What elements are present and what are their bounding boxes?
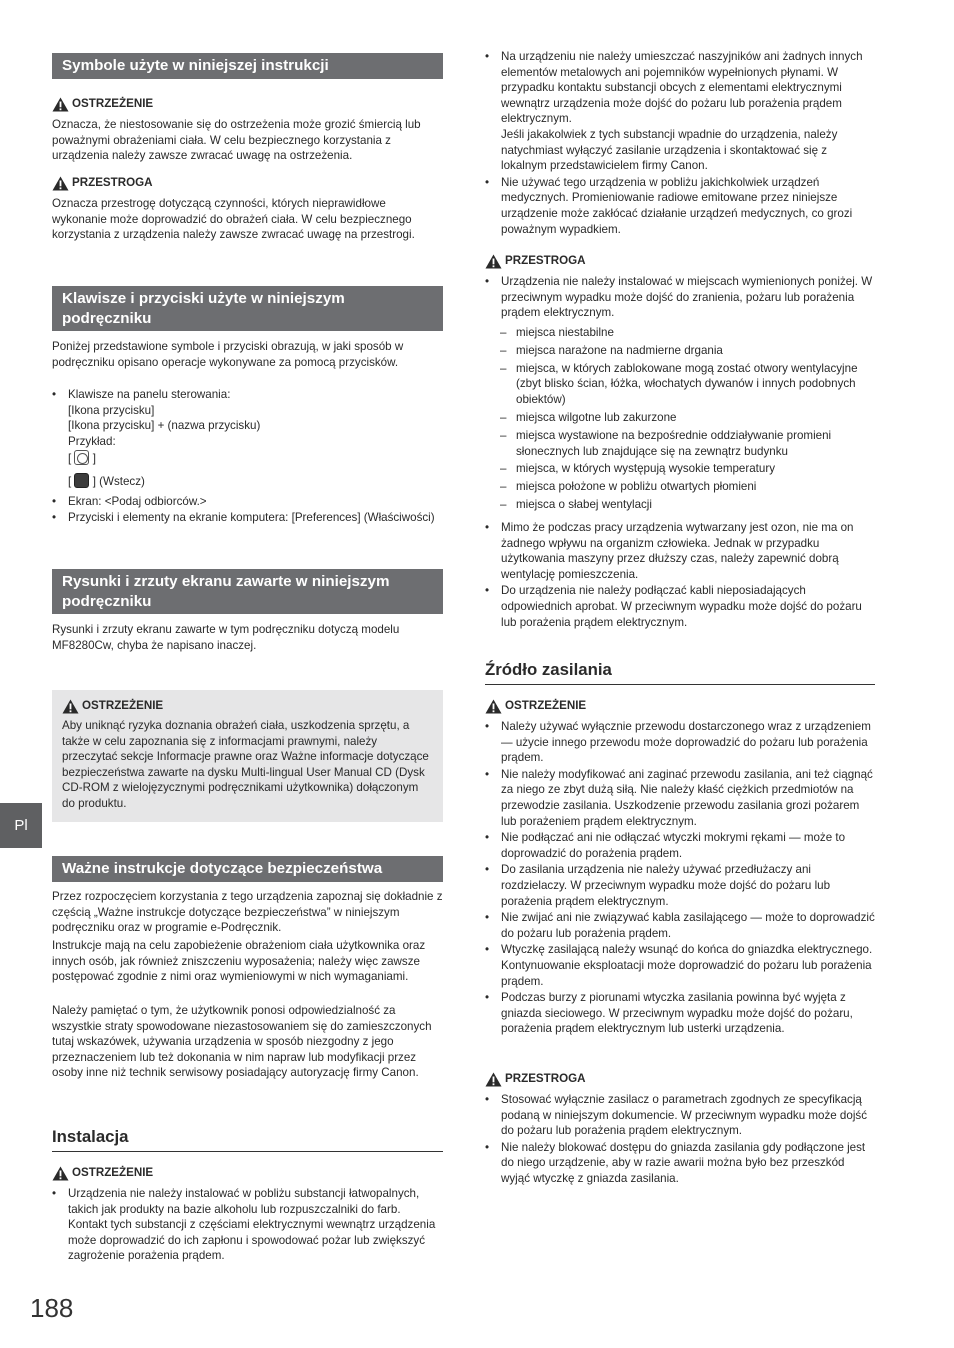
- power-warning-list: [485, 719, 875, 1037]
- warning-label-text: OSTRZEŻENIE: [82, 699, 164, 712]
- home-key-icon: [74, 450, 89, 465]
- example-home-key: [68, 450, 443, 467]
- list-item: • Wtyczkę zasilającą należy wsunąć do końca do gniazdka elektrycznego. Kontynuowanie eksploatacji może doprowadzić do pożaru lub porażenia prądem.: [485, 942, 875, 989]
- warning-triangle-icon: [485, 1072, 502, 1087]
- warning-box-text: Aby uniknąć ryzyka doznania obrażeń ciała, uszkodzenia sprzętu, a także w celu zapoznania się z informacjami prawnymi, należy przeczytać sekcje Informacje prawne oraz Ważne informacje dotyczące bezpieczeństwa zawarte na dysku Multi-lingual User Manual CD (Dysk CD-ROM z wielojęzycznymi podręcznikami użytkownika) dołączonym do produktu.: [62, 719, 429, 810]
- page-number: 188: [30, 1293, 74, 1323]
- section-heading-drawings: Rysunki i zrzuty ekranu zawarte w niniejszym podręczniku: [52, 569, 443, 614]
- places-item: – miejsca, w których występują wysokie temperatury: [485, 461, 875, 477]
- section-heading-keys: Klawisze i przyciski użyte w niniejszym podręczniku: [52, 286, 443, 331]
- list-item-extra: Jeśli jakakolwiek z tych substancji wpadnie do urządzenia, należy natychmiast wyłączyć zasilanie urządzenia i skontaktować się z lokalnym przedstawicielem firmy Canon.: [501, 127, 838, 173]
- places-item: – miejsca położone w pobliżu otwartych płomieni: [485, 479, 875, 495]
- section-heading-symbols: Symbole użyte w niniejszej instrukcji: [52, 53, 443, 79]
- list-item: • Do urządzenia nie należy podłączać kabli nieposiadających odpowiednich aprobat. W przeciwnym wypadku może dojść do pożaru lub porażenia prądem elektrycznym.: [485, 583, 875, 630]
- warning-label-text: OSTRZEŻENIE: [505, 699, 587, 712]
- section-heading-installation: Instalacja: [52, 1126, 443, 1152]
- back-key-label: ] (Wstecz): [92, 474, 145, 488]
- installation-list: [52, 1186, 443, 1264]
- warning-label-text: OSTRZEŻENIE: [72, 97, 154, 110]
- language-tab: Pl: [0, 803, 42, 848]
- list-item: • Nie należy blokować dostępu do gniazda zasilania gdy podłączone jest do niego urządzenie, aby w razie awarii można było bez przeszkód wyjąć wtyczkę z gniazda zasilania.: [485, 1140, 875, 1187]
- list-item: [485, 274, 875, 513]
- list-item-text: • Urządzenia nie należy instalować w miejscach wymienionych poniżej. W przeciwnym wypadku może dojść do zranienia, pożaru lub porażenia prądem elektrycznym.: [501, 275, 873, 320]
- warning-label: [52, 96, 443, 112]
- list-item: • Mimo że podczas pracy urządzenia wytwarzany jest ozon, nie ma on żadnego wpływu na organizm człowieka. Jednak w przypadku użytkowania maszyny przez dłuższy czas, należy zapewnić dobrą wentylację pomieszczenia.: [485, 520, 875, 582]
- list-item: • Nie podłączać ani nie odłączać wtyczki mokrymi rękami — może to doprowadzić do porażenia prądem.: [485, 830, 875, 861]
- list-item: • Przyciski i elementy na ekranie komputera: [Preferences] (Właściwości): [52, 510, 443, 526]
- places-item: – miejsca, w których zablokowane mogą zostać otwory wentylacyjne (zbyt blisko ścian, łóżka, włochatych dywanów i innych podobnych obiektów): [485, 361, 875, 408]
- drawings-text: Rysunki i zrzuty ekranu zawarte w tym podręczniku dotyczą modelu MF8280Cw, chyba że napisano inaczej.: [52, 623, 400, 652]
- caution-label: [485, 253, 875, 269]
- list-item: • Należy używać wyłącznie przewodu dostarczonego wraz z urządzeniem — użycie innego przewodu może doprowadzić do pożaru lub porażenia prądem.: [485, 719, 875, 766]
- important-paragraph-2: Instrukcje mają na celu zapobieżenie obrażeniom ciała użytkownika oraz innych osób, jak również zniszczeniu wyposażenia; należy więc zawsze postępować zgodnie z nimi oraz wymieniowymi w nich wymaganiami.: [52, 939, 426, 984]
- keys-item-line: [Ikona przycisku] + (nazwa przycisku): [68, 419, 261, 433]
- section-heading-power: Źródło zasilania: [485, 659, 875, 685]
- caution-label-text: PRZESTROGA: [505, 1072, 586, 1085]
- warning-label: [485, 698, 875, 714]
- list-item: • Urządzenia nie należy instalować w pobliżu substancji łatwopalnych, takich jak produkty na bazie alkoholu lub rozpuszczalniki do farb. Kontakt tych substancji z częściami elektrycznymi wewnątrz urządzenia może doprowadzić do ich zapłonu i spowodować pożar lub zwiększyć zagrożenie porażenia prądem.: [52, 1186, 443, 1264]
- bracket-open: [: [68, 474, 72, 488]
- bracket-close: ]: [92, 452, 96, 466]
- list-item: [52, 387, 443, 490]
- section-heading-important: Ważne instrukcje dotyczące bezpieczeństwa: [52, 856, 443, 882]
- keys-item-line: [Ikona przycisku]: [68, 403, 155, 417]
- caution-label-text: PRZESTROGA: [505, 254, 586, 267]
- important-paragraph-1: Przez rozpoczęciem korzystania z tego urządzenia zapoznaj się dokładnie z częścią „Ważne instrukcje dotyczące bezpieczeństwa” w niniejszym podręczniku oraz w programie e-Podręcznik.: [52, 890, 443, 935]
- warning-triangle-icon: [52, 1166, 69, 1181]
- keys-list: [52, 387, 443, 526]
- warning-box: [52, 690, 443, 822]
- list-item: • Podczas burzy z piorunami wtyczka zasilania powinna być wyjęta z gniazda sieciowego. W przeciwnym wypadku może dojść do pożaru, porażenia prądem elektrycznym lub usterki urządzenia.: [485, 990, 875, 1037]
- places-item: – miejsca narażone na nadmierne drgania: [485, 343, 875, 359]
- list-item: • Stosować wyłącznie zasilacz o parametrach zgodnych ze specyfikacją podaną w niniejszym dokumencie. W przeciwnym wypadku może dojść do pożaru lub porażenia prądem elektrycznym.: [485, 1092, 875, 1139]
- keys-intro: Poniżej przedstawione symbole i przyciski obrazują, w jaki sposób w podręczniku opisano operacje wykonywane za pomocą przycisków.: [52, 340, 404, 369]
- example-back-key: [68, 473, 443, 490]
- places-item: – miejsca wystawione na bezpośrednie oddziaływanie promieni słonecznych lub znajdujące się na zewnątrz budynku: [485, 428, 875, 459]
- warning-triangle-icon: [52, 97, 69, 112]
- caution-label: [485, 1071, 875, 1087]
- keys-item-line: Przykład:: [68, 434, 116, 448]
- warning-triangle-icon: [485, 699, 502, 714]
- warning-label: [52, 1165, 443, 1181]
- keys-item-line: • Klawisze na panelu sterowania:: [68, 388, 231, 401]
- warning-label-text: OSTRZEŻENIE: [72, 1166, 154, 1179]
- list-item: • Nie zwijać ani nie związywać kabla zasilającego — może to doprowadzić do pożaru lub porażenia prądem.: [485, 910, 875, 941]
- power-caution-list: [485, 1092, 875, 1187]
- caution-label-text: PRZESTROGA: [72, 176, 153, 189]
- bracket-open: [: [68, 452, 72, 466]
- important-paragraph-3: Należy pamiętać o tym, że użytkownik ponosi odpowiedzialność za wszystkie straty spowodowane niezastosowaniem się do zamieszczonych tutaj wskazówek, używania urządzenia w sposób niezgodny z jego przeznaczeniem lub też dokonania w nim napraw lub modyfikacji przez osoby inne niż technik serwisowy posiadający autoryzację firmy Canon.: [52, 1004, 432, 1080]
- caution-list: [485, 274, 875, 515]
- places-item: – miejsca wilgotne lub zakurzone: [485, 410, 875, 426]
- caution-label: [52, 175, 443, 191]
- warning-description: Oznacza, że niestosowanie się do ostrzeżenia może grozić śmiercią lub poważnymi obrażeniami ciała. W celu bezpiecznego korzystania z urządzenia należy zawsze zwracać uwagę na ostrzeżenia.: [52, 118, 421, 163]
- caution-description: Oznacza przestrogę dotyczącą czynności, których nieprawidłowe wykonanie może doprowadzić do obrażeń ciała. W celu bezpiecznego korzystania z urządzenia należy zawsze zwracać uwagę na przestrogi.: [52, 197, 415, 242]
- warning-triangle-icon: [52, 176, 69, 191]
- list-item: • Ekran: <Podaj odbiorców.>: [52, 494, 443, 510]
- list-item: • Nie należy modyfikować ani zaginać przewodu zasilania, ani też ciągnąć za niego ze zbyt dużą siłą. Nie należy kłaść ciężkich przedmiotów na przewodzie zasilania. Uszkodzenie przewodu zasilania grozi pożarem lub porażeniem prądem elektrycznym.: [485, 767, 875, 829]
- list-item-text: • Na urządzeniu nie należy umieszczać naszyjników ani żadnych innych elementów metalowych ani pojemników wypełnionych płynami. W przypadku kontaktu substancji obcych z elementami elektrycznymi wewnątrz urządzenia może dojść do pożaru lub porażenia prądem elektrycznym.: [501, 50, 863, 126]
- places-item: – miejsca niestabilne: [485, 325, 875, 341]
- list-item: • Do zasilania urządzenia nie należy używać przedłużaczy ani rozdzielaczy. W przeciwnym wypadku może dojść do pożaru lub porażenia prądem elektrycznym.: [485, 862, 875, 909]
- back-key-icon: [74, 473, 89, 488]
- list-item: [485, 49, 875, 174]
- warning-triangle-icon: [62, 699, 79, 714]
- warning-label: [62, 698, 433, 714]
- warning-triangle-icon: [485, 254, 502, 269]
- list-item: • Nie używać tego urządzenia w pobliżu jakichkolwiek urządzeń medycznych. Promieniowanie radiowe emitowane przez niniejsze urządzenie może zakłócać działanie urządzeń medycznych, co grozi poważnym wypadkiem.: [485, 175, 875, 237]
- places-list: [485, 325, 875, 513]
- places-item: – miejsca o słabej wentylacji: [485, 497, 875, 513]
- caution-list-continued: [485, 520, 875, 630]
- installation-list-continued: [485, 49, 875, 237]
